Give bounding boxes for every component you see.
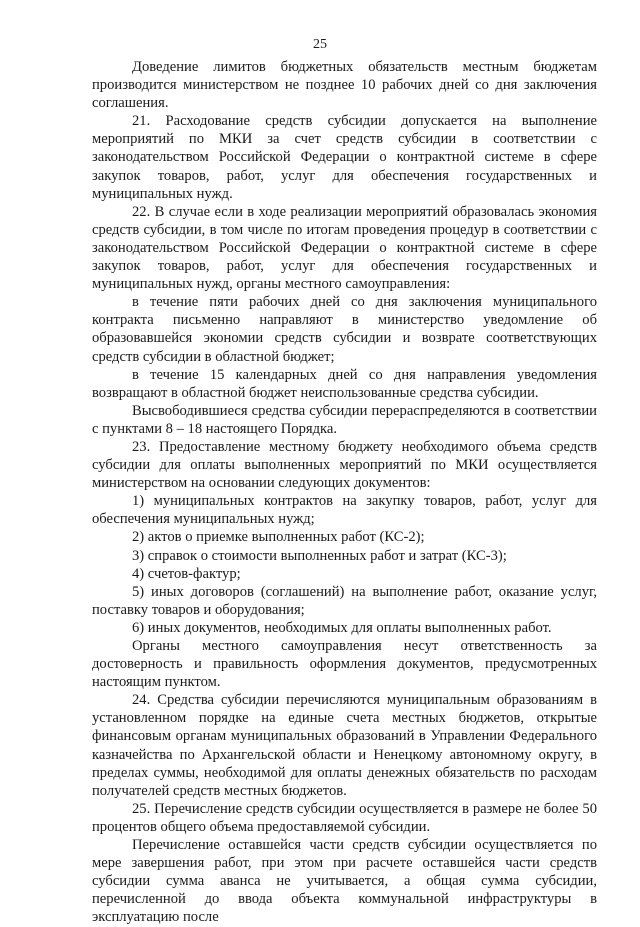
paragraph-23: 23. Предоставление местному бюджету необходимого объема средств субсидии для оплаты выполненных мероприятий по МКИ осуществляется министерством на основании следующих документов: xyxy=(92,438,597,492)
paragraph-remaining-transfer: Перечисление оставшейся части средств субсидии осуществляется по мере завершения работ, при этом при расчете оставшейся части средств субсидии сумма аванса не учитывается, а общая сумма субсидии, перечисленной до ввода объекта коммунальной инфраструктуры в эксплуатацию после xyxy=(92,837,597,926)
paragraph-25: 25. Перечисление средств субсидии осуществляется в размере не более 50 процентов общего объема предоставляемой субсидии. xyxy=(92,800,597,835)
paragraph-22: 22. В случае если в ходе реализации мероприятий образовалась экономия средств субсидии, в том числе по итогам проведения процедур в соответствии с законодательством Российской Федерации о контрактной системе в сфере закупок товаров, работ, услуг для обеспечения государственных и муниципальных нужд, органы местного самоуправления: xyxy=(92,203,597,293)
page-number: 25 xyxy=(313,37,327,52)
list-item-4: 4) счетов-фактур; xyxy=(132,565,241,582)
paragraph-24: 24. Средства субсидии перечисляются муниципальным образованиям в установленном порядке на единые счета местных бюджетов, открытые финансовым органам муниципальных образований в Управлении Федерального казначейства по Архангельской области и Ненецкому автономному округу, в пределах суммы, необходимой для оплаты денежных обязательств по расходам получателей средств местных бюджетов. xyxy=(92,692,597,799)
document-body xyxy=(92,58,597,927)
paragraph-limits: Доведение лимитов бюджетных обязательств местным бюджетам производится министерством не позднее 10 рабочих дней со дня заключения соглашения. xyxy=(92,59,597,112)
paragraph-22-notice: в течение пяти рабочих дней со дня заключения муниципального контракта письменно направляют в министерство уведомление об образовавшейся экономии средств субсидии и возврате соответствующих средств субсидии в областной бюджет; xyxy=(92,294,597,365)
paragraph-21: 21. Расходование средств субсидии допускается на выполнение мероприятий по МКИ за счет средств субсидии в соответствии с законодательством Российской Федерации о контрактной системе в сфере закупок товаров, работ, услуг для обеспечения государственных и муниципальных нужд. xyxy=(92,113,597,202)
list-item-1: 1) муниципальных контрактов на закупку товаров, работ, услуг для обеспечения муниципальных нужд; xyxy=(92,493,597,528)
list-item-6: 6) иных документов, необходимых для оплаты выполненных работ. xyxy=(132,619,552,636)
paragraph-redistribution: Высвободившиеся средства субсидии перераспределяются в соответствии с пунктами 8 – 18 настоящего Порядка. xyxy=(92,402,597,437)
list-item-3: 3) справок о стоимости выполненных работ и затрат (КС-3); xyxy=(132,547,507,564)
paragraph-22-return: в течение 15 календарных дней со дня направления уведомления возвращают в областной бюджет неиспользованные средства субсидии. xyxy=(92,366,597,401)
list-item-5: 5) иных договоров (соглашений) на выполнение работ, оказание услуг, поставку товаров и оборудования; xyxy=(92,583,597,618)
list-item-2: 2) актов о приемке выполненных работ (КС-2); xyxy=(132,529,425,546)
paragraph-responsibility: Органы местного самоуправления несут ответственность за достоверность и правильность оформления документов, предусмотренных настоящим пунктом. xyxy=(92,638,597,691)
